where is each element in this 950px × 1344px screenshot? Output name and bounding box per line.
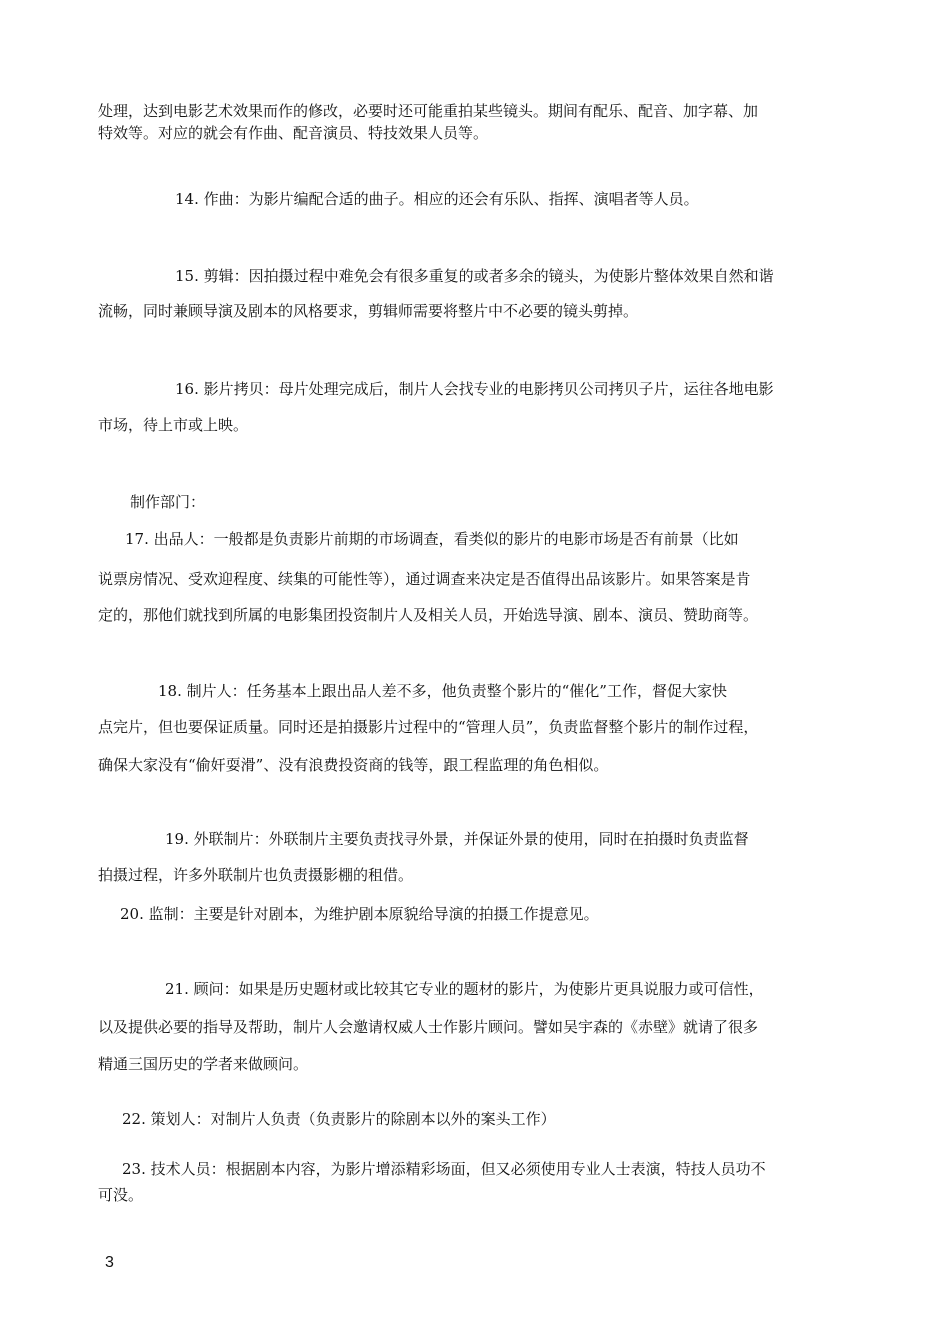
- text-line: 14. 作曲：为影片编配合适的曲子。相应的还会有乐队、指挥、演唱者等人员。: [175, 190, 699, 208]
- text-line: 流畅，同时兼顾导演及剧本的风格要求，剪辑师需要将整片中不必要的镜头剪掉。: [98, 302, 639, 320]
- text-line: 处理，达到电影艺术效果而作的修改，必要时还可能重拍某些镜头。期间有配乐、配音、加字幕、加: [98, 102, 759, 120]
- text-line: 16. 影片拷贝：母片处理完成后，制片人会找专业的电影拷贝公司拷贝子片，运往各地电影: [175, 380, 774, 398]
- text-line: 21. 顾问：如果是历史题材或比较其它专业的题材的影片，为使影片更具说服力或可信性，: [165, 980, 764, 998]
- text-line: 精通三国历史的学者来做顾问。: [98, 1055, 309, 1073]
- text-line: 20. 监制：主要是针对剧本，为维护剧本原貌给导演的拍摄工作提意见。: [120, 905, 599, 923]
- text-line: 19. 外联制片：外联制片主要负责找寻外景，并保证外景的使用，同时在拍摄时负责监督: [165, 830, 749, 848]
- text-line: 制作部门：: [130, 493, 206, 511]
- page-number: 3: [105, 1254, 114, 1271]
- text-line: 以及提供必要的指导及帮助，制片人会邀请权威人士作影片顾问。譬如吴宇森的《赤壁》就请了很多: [98, 1018, 759, 1036]
- text-line: 确保大家没有“偷奸耍滑”、没有浪费投资商的钱等，跟工程监理的角色相似。: [98, 756, 609, 774]
- text-line: 点完片，但也要保证质量。同时还是拍摄影片过程中的“管理人员”，负责监督整个影片的制作过程，: [98, 718, 759, 736]
- text-line: 22. 策划人：对制片人负责（负责影片的除剧本以外的案头工作）: [122, 1110, 556, 1128]
- text-line: 可没。: [98, 1186, 144, 1204]
- text-line: 17. 出品人：一般都是负责影片前期的市场调查，看类似的影片的电影市场是否有前景（比如: [125, 530, 739, 548]
- text-line: 23. 技术人员：根据剧本内容，为影片增添精彩场面，但又必须使用专业人士表演，特技人员功不: [122, 1160, 766, 1178]
- text-line: 18. 制片人：任务基本上跟出品人差不多，他负责整个影片的“催化”工作，督促大家快: [158, 682, 727, 700]
- text-line: 定的，那他们就找到所属的电影集团投资制片人及相关人员，开始选导演、剧本、演员、赞助商等。: [98, 606, 759, 624]
- text-line: 15. 剪辑：因拍摄过程中难免会有很多重复的或者多余的镜头，为使影片整体效果自然和谐: [175, 267, 774, 285]
- text-line: 特效等。对应的就会有作曲、配音演员、特技效果人员等。: [98, 124, 489, 142]
- text-line: 市场，待上市或上映。: [98, 416, 249, 434]
- text-line: 说票房情况、受欢迎程度、续集的可能性等），通过调查来决定是否值得出品该影片。如果答案是肯: [98, 570, 751, 588]
- text-line: 拍摄过程，许多外联制片也负责摄影棚的租借。: [98, 866, 414, 884]
